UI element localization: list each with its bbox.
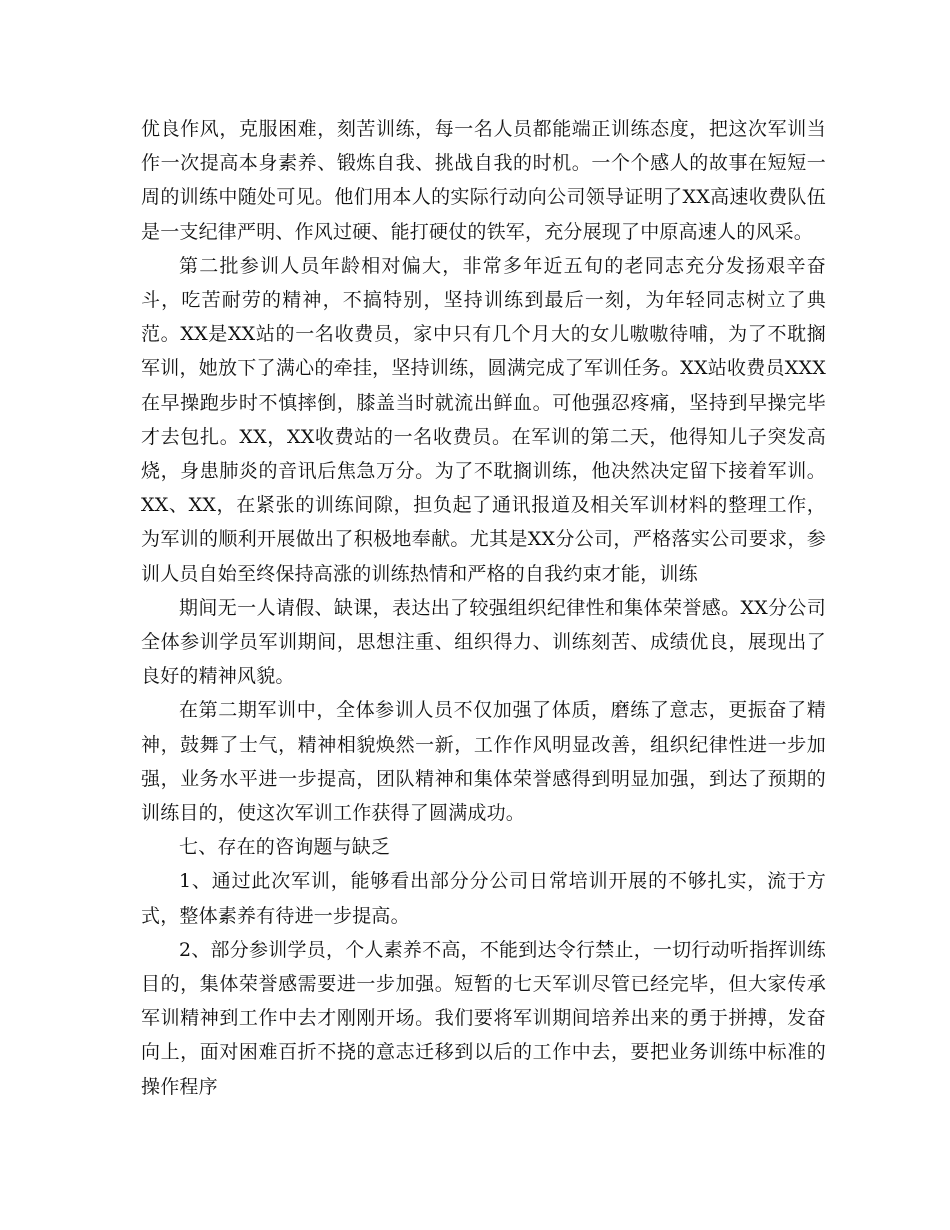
paragraph-results: 在第二期军训中，全体参训人员不仅加强了体质，磨练了意志，更振奋了精神，鼓舞了士气，精神相貌焕然一新，工作作风明显改善，组织纪律性进一步加强，业务水平进一步提高，团队精神和集体荣誉感得到明显加强，到达了预期的训练目的，使这次军训工作获得了圆满成功。 <box>141 699 826 825</box>
paragraph-problem-2: 2、部分参训学员，个人素养不高，不能到达令行禁止，一切行动听指挥训练目的，集体荣誉感需要进一步加强。短暂的七天军训尽管已经完毕，但大家传承军训精神到工作中去才刚刚开场。我们要将军训期间培养出来的勇于拼搏，发奋向上，面对困难百折不挠的意志迁移到以后的工作中去，要把业务训练中标准的操作程序 <box>141 938 826 1098</box>
section-heading-problems: 七、存在的咨询题与缺乏 <box>179 836 391 859</box>
paragraph-problem-1: 1、通过此次军训，能够看出部分分公司日常培训开展的不够扎实，流于方式，整体素养有待进一步提高。 <box>141 870 826 927</box>
paragraph-discipline: 期间无一人请假、缺课，表达出了较强组织纪律性和集体荣誉感。XX分公司全体参训学员军训期间，思想注重、组织得力、训练刻苦、成绩优良，展现出了良好的精神风貌。 <box>141 596 826 688</box>
paragraph-continuation: 优良作风，克服困难，刻苦训练，每一名人员都能端正训练态度，把这次军训当作一次提高本身素养、锻炼自我、挑战自我的时机。一个个感人的故事在短短一周的训练中随处可见。他们用本人的实际行动向公司领导证明了XX高速收费队伍是一支纪律严明、作风过硬、能打硬仗的铁军，充分展现了中原高速人的风采。 <box>141 118 826 243</box>
document-body <box>141 112 826 1104</box>
paragraph-second-batch: 第二批参训人员年龄相对偏大，非常多年近五旬的老同志充分发扬艰辛奋斗，吃苦耐劳的精神，不搞特别，坚持训练到最后一刻，为年轻同志树立了典范。XX是XX站的一名收费员，家中只有几个月大的女儿嗷嗷待哺，为了不耽搁军训，她放下了满心的牵挂，坚持训练，圆满完成了军训任务。XX站收费员XXX在早操跑步时不慎摔倒，膝盖当时就流出鲜血。可他强忍疼痛，坚持到早操完毕才去包扎。XX，XX收费站的一名收费员。在军训的第二天，他得知儿子突发高烧，身患肺炎的音讯后焦急万分。为了不耽搁训练，他决然决定留下接着军训。XX、XX，在紧张的训练间隙，担负起了通讯报道及相关军训材料的整理工作，为军训的顺利开展做出了积极地奉献。尤其是XX分公司，严格落实公司要求，参训人员自始至终保持高涨的训练热情和严格的自我约束才能，训练 <box>141 254 826 585</box>
